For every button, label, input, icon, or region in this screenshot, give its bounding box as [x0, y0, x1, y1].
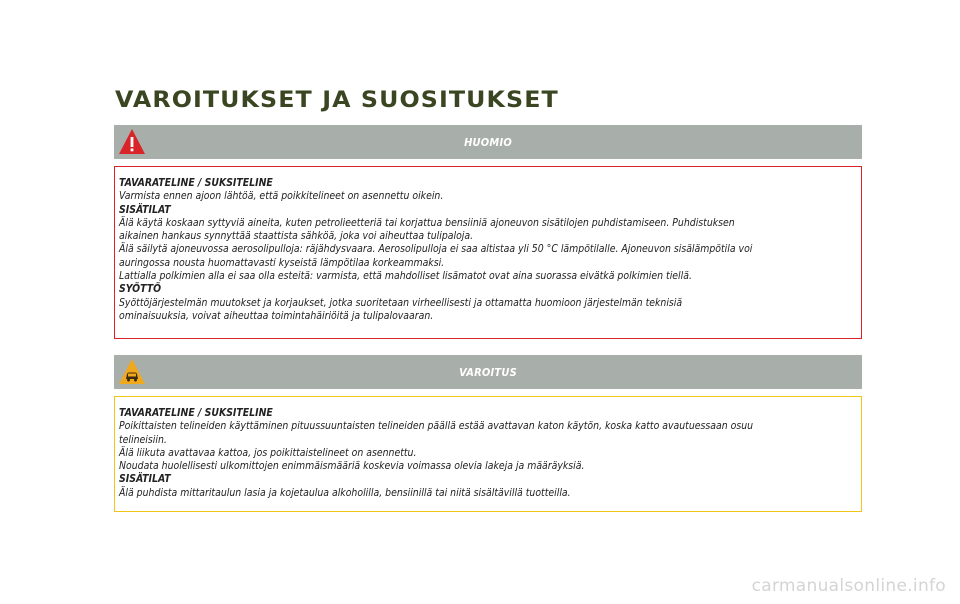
section-heading: SISÄTILAT	[119, 203, 171, 216]
huomio-box	[114, 166, 862, 339]
body-line: auringossa nousta huomattavasti kyseistä lämpötilaa korkeammaksi.	[119, 256, 445, 269]
watermark: carmanualsonline.info	[751, 576, 946, 596]
body-line: Poikittaisten telineiden käyttäminen pituussuuntaisten telineiden päällä estää avattavan katon käytön, koska katto avautuessaan osuu	[119, 420, 754, 433]
body-line: Varmista ennen ajoon lähtöä, että poikkitelineet on asennettu oikein.	[119, 190, 444, 203]
body-line: Älä liikuta avattavaa kattoa, jos poikittaistelineet on asennettu.	[119, 446, 417, 459]
body-line: Älä säilytä ajoneuvossa aerosolipulloja: räjähdysvaara. Aerosolipulloja ei saa altistaa yli 50 °C lämpötilalle. Ajoneuvon sisälämpötila voi	[119, 243, 753, 256]
body-line: Syöttöjärjestelmän muutokset ja korjaukset, jotka suoritetaan virheellisesti ja ottamatta huomioon järjestelmän teknisiä	[119, 296, 683, 309]
varoitus-header-band	[114, 355, 862, 389]
section-heading: TAVARATELINE / SUKSITELINE	[119, 177, 273, 189]
page-title: VAROITUKSET JA SUOSITUKSET	[115, 88, 559, 113]
huomio-title: HUOMIO	[464, 136, 512, 149]
section-heading: SYÖTTÖ	[119, 283, 162, 296]
body-line: ominaisuuksia, voivat aiheuttaa toimintahäiriöitä ja tulipalovaaran.	[119, 309, 434, 322]
body-line: Älä puhdista mittaritaulun lasia ja kojetaulua alkoholilla, bensiinillä tai niitä sisältävillä tuotteilla.	[119, 486, 571, 499]
body-line: Lattialla polkimien alla ei saa olla esteitä: varmista, että mahdolliset lisämatot ovat aina suorassa eivätkä polkimien tiellä.	[119, 270, 692, 283]
body-line: telineisiin.	[119, 433, 167, 446]
body-line: aikainen hankaus synnyttää staattista sähköä, joka voi aiheuttaa tulipaloja.	[119, 230, 474, 243]
section-heading: SISÄTILAT	[119, 473, 171, 486]
section-heading: TAVARATELINE / SUKSITELINE	[119, 407, 273, 419]
huomio-header-band	[114, 125, 862, 159]
varoitus-box	[114, 396, 862, 512]
body-line: Älä käytä koskaan syttyviä aineita, kuten petrolieetteriä tai korjattua bensiiniä ajoneuvon sisätilojen puhdistamiseen. Puhdistuksen	[119, 216, 735, 229]
body-line: Noudata huolellisesti ulkomittojen enimmäismääriä koskevia voimassa olevia lakeja ja määräyksiä.	[119, 460, 585, 473]
varoitus-title: VAROITUS	[459, 366, 517, 379]
